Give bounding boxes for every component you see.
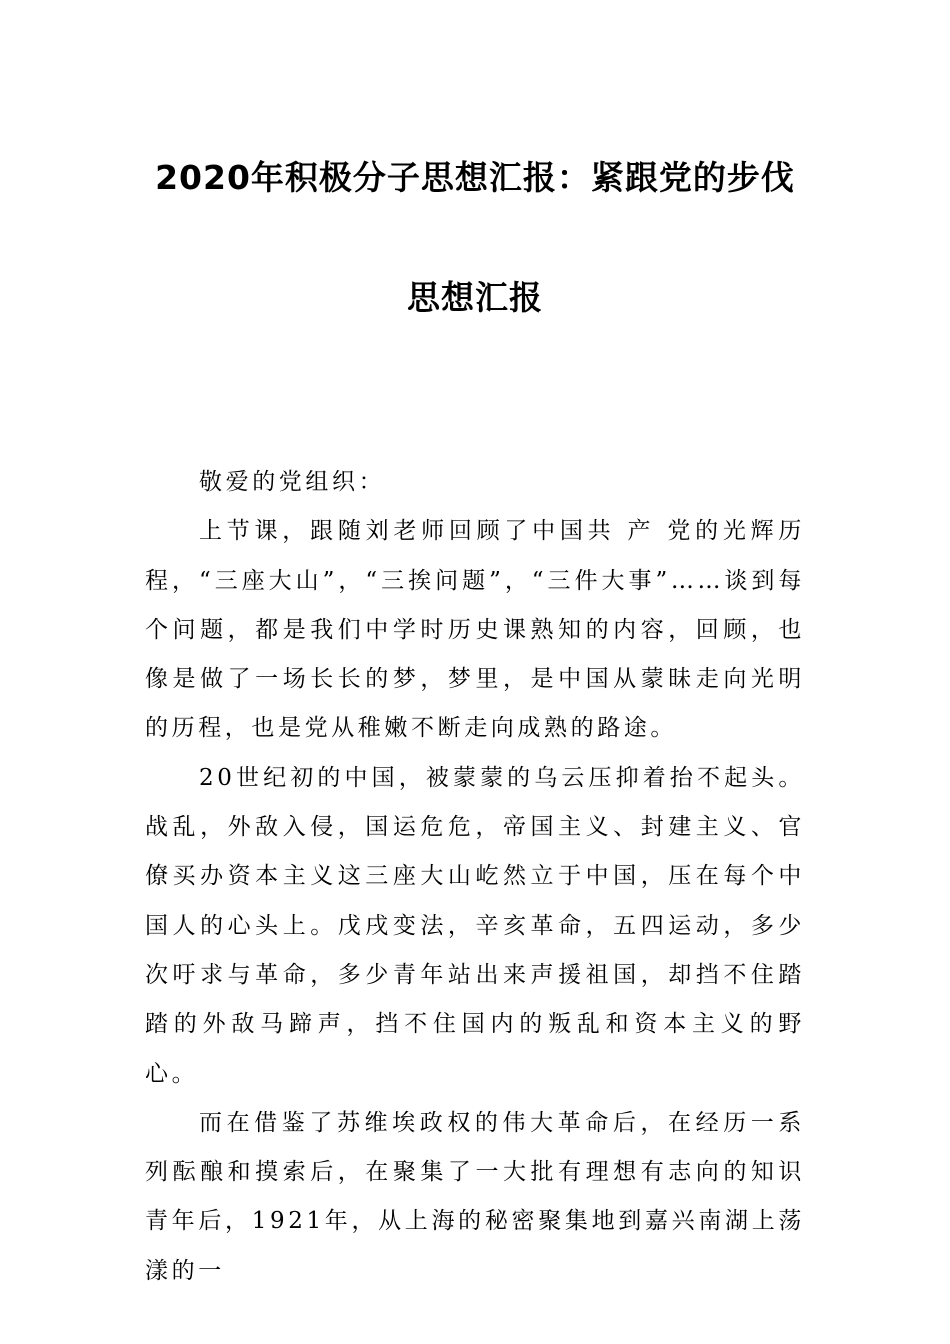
body-paragraph: 上节课，跟随刘老师回顾了中国共 产 党的光辉历程，“三座大山”，“三挨问题”，“三件大事”……谈到每个问题，都是我们中学时历史课熟知的内容，回顾，也像是做了一场长长的梦，梦里，是中国从蒙昧走向光明的历程，也是党从稚嫩不断走向成熟的路途。 [145, 518, 805, 742]
document-body [145, 458, 805, 1296]
document-title: 2020年积极分子思想汇报：紧跟党的步伐 [155, 158, 795, 197]
document-subtitle: 思想汇报 [407, 278, 543, 317]
salutation: 敬爱的党组织： [199, 469, 386, 495]
body-paragraph: 而在借鉴了苏维埃政权的伟大革命后，在经历一系列酝酿和摸索后，在聚集了一大批有理想有志向的知识青年后，1921年，从上海的秘密聚集地到嘉兴南湖上荡漾的一 [145, 1109, 805, 1284]
body-paragraph: 20世纪初的中国，被蒙蒙的乌云压抑着抬不起头。战乱，外敌入侵，国运危危，帝国主义、封建主义、官僚买办资本主义这三座大山屹然立于中国，压在每个中国人的心头上。戊戌变法，辛亥革命，五四运动，多少次吁求与革命，多少青年站出来声援祖国，却挡不住踏踏的外敌马蹄声，挡不住国内的叛乱和资本主义的野心。 [145, 764, 805, 1087]
